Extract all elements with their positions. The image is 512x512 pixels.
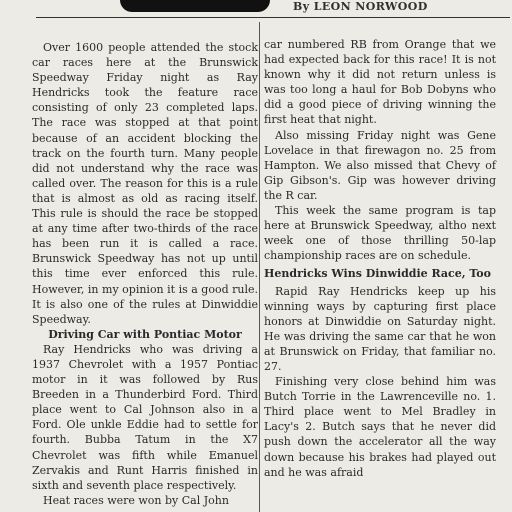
- article-paragraph: Over 1600 people attended the stock car races here at the Brunswick Speedway Friday night as Ray Hendricks took the feature race consisting of only 23 completed laps. The race was stopped at that point because of an accident blocking the track on the fourth turn. Many people did not understand why the race was called over. The reason for this is a rule that is almost as old as racing itself. This rule is should the race be stopped at any time after two-thirds of the race has been run it is called a race. Brunswick Speedway has not up until this time ever enforced this rule. However, in my opinion it is a good rule. It is also one of the rules at Dinwiddie Speedway.: [32, 41, 258, 326]
- section-headline: Hendricks Wins Dinwiddie Race, Too: [264, 267, 491, 281]
- byline: By LEON NORWOOD: [293, 0, 428, 13]
- right-column: [264, 37, 496, 480]
- header-rule: [36, 17, 510, 18]
- left-column: [32, 40, 258, 508]
- article-paragraph: This week the same program is tap here at Brunswick Speedway, altho next week one of those thrilling 50-lap championship races are on schedule.: [264, 204, 496, 263]
- article-paragraph: car numbered RB from Orange that we had expected back for this race! It is not known why it did not return unless is was too long a haul for Bob Dobyns who did a good piece of driving winning the first heat that night.: [264, 38, 496, 127]
- section-headline: Driving Car with Pontiac Motor: [48, 327, 242, 341]
- column-divider: [259, 22, 260, 512]
- article-paragraph: Rapid Ray Hendricks keep up his winning ways by capturing first place honors at Dinwiddie on Saturday night. He was driving the same car that he won at Brunswick on Friday, that familiar no. 27.: [264, 284, 496, 373]
- article-paragraph: Finishing very close behind him was Butch Torrie in the Lawrenceville no. 1. Third place went to Mel Bradley in Lacy's 2. Butch says that he never did push down the accelerator all the way down because his brakes had played out and he was afraid: [264, 375, 496, 479]
- article-paragraph: Heat races were won by Cal John: [43, 493, 229, 507]
- article-paragraph: Also missing Friday night was Gene Lovelace in that firewagon no. 25 from Hampton. We also missed that Chevy of Gip Gibson's. Gip was however driving the R car.: [264, 128, 496, 202]
- column-header-artwork: [120, 0, 270, 12]
- article-paragraph: Ray Hendricks who was driving a 1937 Chevrolet with a 1957 Pontiac motor in it was followed by Rus Breeden in a Thunderbird Ford. Third place went to Cal Johnson also in a Ford. Ole unkle Eddie had to settle for fourth. Bubba Tatum in the X7 Chevrolet was fifth while Emanuel Zervakis and Runt Harris finished in sixth and seventh place respectively.: [32, 342, 258, 492]
